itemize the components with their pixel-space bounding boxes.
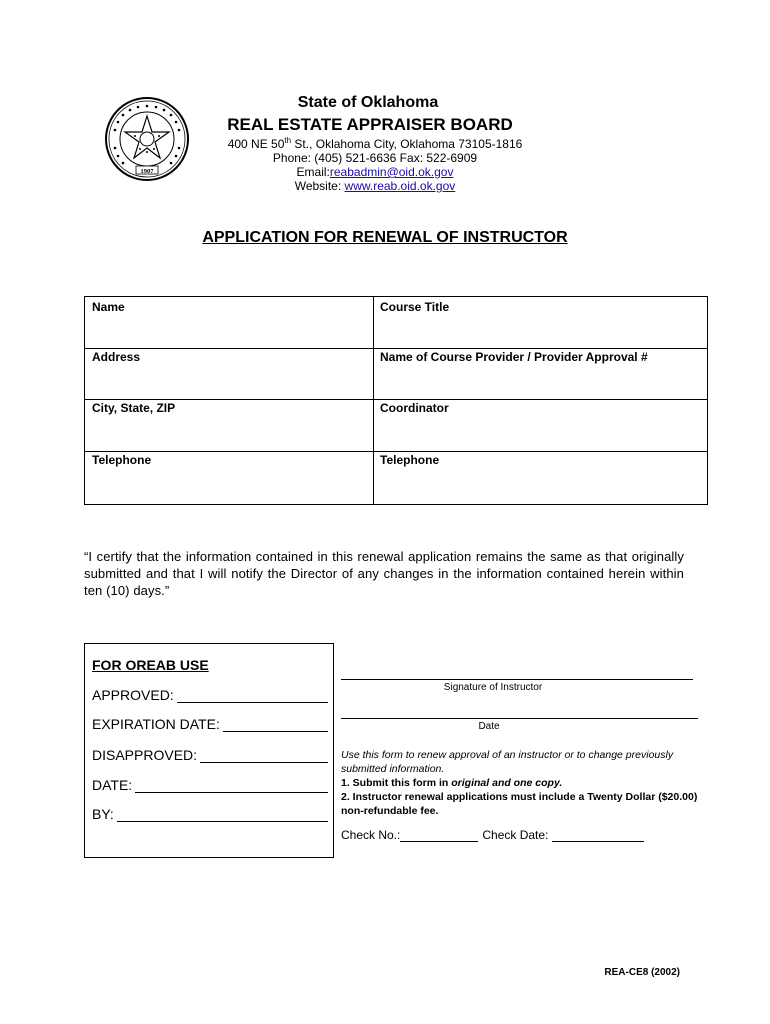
- oreab-title: FOR OREAB USE: [92, 657, 209, 673]
- signature-line[interactable]: [341, 679, 693, 680]
- oreab-use-box: [84, 643, 334, 858]
- email-link[interactable]: reabadmin@oid.ok.gov: [329, 165, 454, 179]
- course-provider-field[interactable]: Name of Course Provider / Provider Approval #: [380, 350, 648, 364]
- board-name: REAL ESTATE APPRAISER BOARD: [227, 115, 513, 134]
- instructor-telephone-field[interactable]: Telephone: [92, 453, 152, 467]
- course-title-field[interactable]: Course Title: [380, 300, 450, 314]
- seal-year: 1907: [140, 168, 154, 175]
- form-code: REA-CE8 (2002): [604, 967, 680, 978]
- oreab-date-field[interactable]: DATE:: [92, 777, 328, 793]
- date-line[interactable]: [341, 718, 698, 719]
- date-caption: Date: [478, 721, 500, 732]
- name-field[interactable]: Name: [92, 300, 125, 314]
- signature-caption: Signature of Instructor: [443, 682, 543, 693]
- instructions-fee: 2. Instructor renewal applications must include a Twenty Dollar ($20.00) non-refundable fee.: [341, 791, 698, 817]
- document-title: APPLICATION FOR RENEWAL OF INSTRUCTOR: [202, 229, 568, 246]
- address-field[interactable]: Address: [92, 350, 141, 364]
- board-address: 400 NE 50th St., Oklahoma City, Oklahoma 73105-1816: [227, 136, 523, 151]
- certification-statement: “I certify that the information contained in this renewal application remains the same as that originally submitted and that I will notify the Director of any changes in the information contained herein within ten (10) days.”: [84, 549, 684, 598]
- check-number-field[interactable]: [400, 831, 478, 842]
- city-state-zip-field[interactable]: City, State, ZIP: [92, 401, 176, 415]
- board-email: Email:reabadmin@oid.ok.gov: [296, 165, 454, 179]
- application-form-table: [84, 296, 708, 505]
- check-info: Check No.: Check Date:: [341, 828, 644, 842]
- board-phone: Phone: (405) 521-6636 Fax: 522-6909: [272, 151, 478, 165]
- state-seal-icon: [104, 96, 190, 182]
- instructions-intro: Use this form to renew approval of an instructor or to change previously submitted information.: [341, 749, 674, 775]
- website-link[interactable]: www.reab.oid.ok.gov: [344, 179, 456, 193]
- coordinator-telephone-field[interactable]: Telephone: [380, 453, 440, 467]
- state-name: State of Oklahoma: [297, 94, 439, 111]
- expiration-date-field[interactable]: EXPIRATION DATE:: [92, 716, 328, 732]
- disapproved-field[interactable]: DISAPPROVED:: [92, 747, 328, 763]
- check-date-field[interactable]: [552, 831, 644, 842]
- coordinator-field[interactable]: Coordinator: [380, 401, 449, 415]
- approved-field[interactable]: APPROVED:: [92, 687, 328, 703]
- board-website: Website: www.reab.oid.ok.gov: [294, 179, 456, 193]
- by-field[interactable]: BY:: [92, 806, 328, 822]
- instructions: Use this form to renew approval of an instructor or to change previously submitted information. 1. Submit this form in original and one copy. 2. Instructor renewal applications must include a Twenty Dollar ($20.00) non-refundable fee.: [341, 748, 701, 818]
